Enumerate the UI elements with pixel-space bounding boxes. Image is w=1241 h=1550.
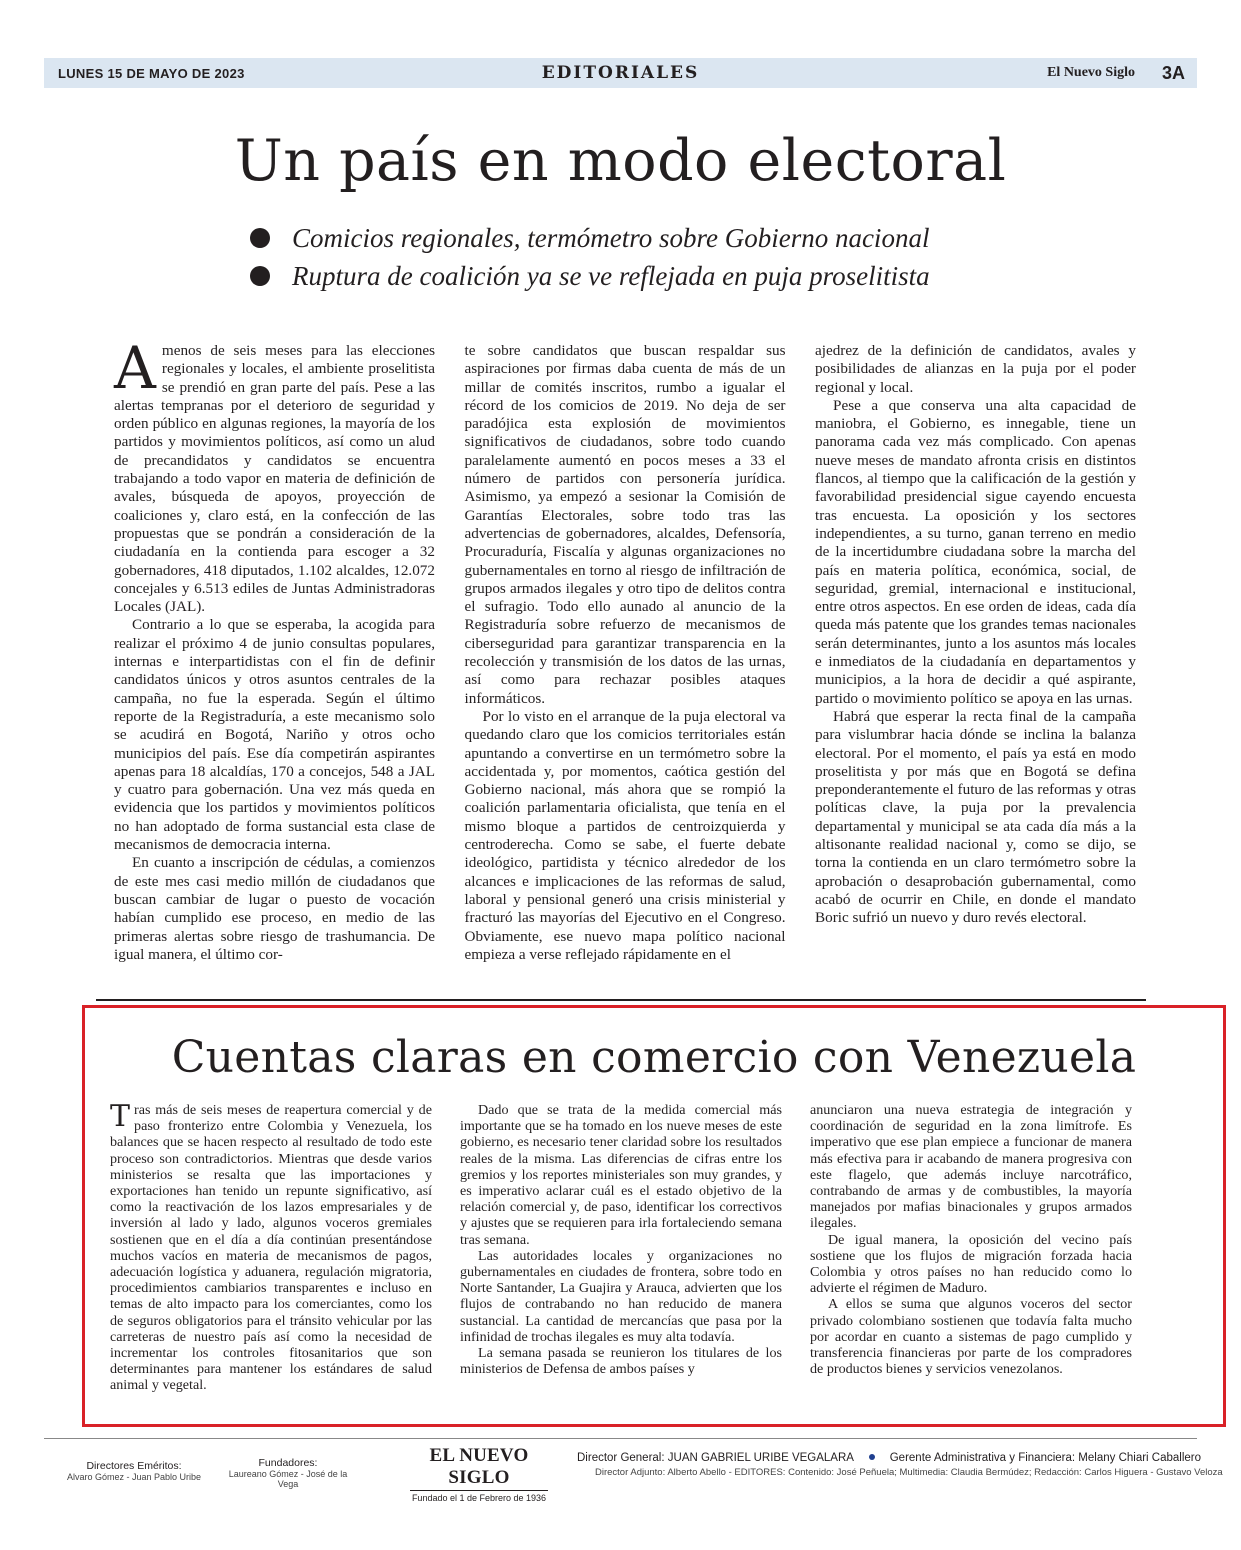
director-label: Director General: — [577, 1452, 665, 1464]
bullet-icon — [250, 228, 270, 248]
column-3 — [815, 342, 1136, 964]
paragraph: Dado que se trata de la medida comercial más importante que se ha tomado en los nueve meses de este gobierno, es necesario tener claridad sobre los resultados reales de la misma. Las diferencias de cifras entre los gremios y los reportes ministeriales son muy grandes, y es imperativo aclarar cuál es el estado objetivo de la relación comercial y, de paso, identificar los correctivos y ajustes que se requieren para irla fortaleciendo semana tras semana. — [460, 1102, 782, 1248]
paragraph: Tras más de seis meses de reapertura comercial y de paso fronterizo entre Colombia y Venezuela, los balances que se hacen respecto al resultado de todo este proceso son contradictorios. Mientras que desde varios ministerios se resalta que las importaciones y exportaciones han tenido un repunte significativo, así como la reactivación de los lazos empresariales y de inversión al lado y lado, algunos voceros gremiales sostienen que en el día a día continúan presentándose muchos vacíos en materia de mecanismos de pagos, adecuación logística y aduanera, regulación migratoria, procedimientos cambiarios transparentes e incluso en temas de alto impacto para los comerciantes, como los de seguros obligatorios para el tránsito vehicular por las carreteras de nuestro país así como la necesidad de incrementar los controles fitosanitarios que son determinantes para mantener los estándares de salud animal y vegetal. — [110, 1099, 432, 1394]
editors-line: Director Adjunto: Alberto Abello - EDITORES: Contenido: José Peñuela; Multimedia: Claudia Bermúdez; Redacción: Carlos Higuera - Gustavo Veloza — [595, 1467, 1223, 1478]
footer-logo-block — [404, 1445, 554, 1503]
section-title: EDITORIALES — [541, 63, 700, 83]
subtitle-text: Comicios regionales, termómetro sobre Gobierno nacional — [292, 223, 930, 253]
paragraph: La semana pasada se reunieron los titulares de los ministerios de Defensa de ambos países y — [460, 1345, 782, 1378]
paragraph: anunciaron una nueva estrategia de integración y coordinación de seguridad en la zona limítrofe. Es imperativo que ese plan empiece a funcionar de manera más efectiva para ir acabando de manera progresiva con este flagelo, que además incluye narcotráfico, contrabando de armas y de combustibles, la mayoría manejados por mafias binacionales y grupos armados ilegales. — [810, 1102, 1132, 1232]
subtitle-line — [250, 222, 1050, 254]
founded-date: Fundado el 1 de Febrero de 1936 — [411, 1493, 547, 1503]
staff-line — [577, 1452, 1202, 1464]
emeritos-label: Directores Eméritos: — [86, 1460, 182, 1472]
drop-cap: A — [114, 334, 156, 402]
editorial-1-title: Un país en modo electoral — [234, 128, 1007, 194]
paragraph: Contrario a lo que se esperaba, la acogida para realizar el próximo 4 de junio consultas populares, internas e interpartidistas con el fin de definir candidatos únicos y otros asuntos centrales de la campaña, no fue la esperada. Según el último reporte de la Registraduría, a este mecanismo solo se acudirá en Bogotá, Nariño y otros ocho municipios del país. Ese día competirán aspirantes apenas para 18 alcaldías, 170 a concejos, 548 a JAL y cuatro para gobernación. Una vez más queda en evidencia que los partidos y movimientos políticos no han adoptado de forma sustancial esta clase de mecanismos de democracia interna. — [114, 616, 435, 854]
logo-underline — [410, 1490, 548, 1491]
drop-cap: T — [110, 1099, 131, 1134]
column-2 — [465, 342, 786, 964]
editorial-1-body — [114, 334, 1136, 964]
footer-rule — [44, 1438, 1197, 1439]
editorial-1-subtitles — [250, 222, 1050, 298]
bullet-icon — [250, 266, 270, 286]
director-name: JUAN GABRIEL URIBE VEGALARA — [667, 1452, 854, 1464]
section-divider — [96, 999, 1146, 1001]
paragraph: Pese a que conserva una alta capacidad de maniobra, el Gobierno, es innegable, tiene un panorama cada vez más complicado. Con apenas nueve meses de mandato afronta crisis en distintos flancos, al tiempo que la calificación de la gestión y favorabilidad presidencial sigue cayendo encuesta tras encuesta. La oposición y los sectores independientes, a su turno, ganan terreno en medio de la incertidumbre ciudadana sobre la marcha del país en materia política, económica, social, de seguridad, gremial, internacional e institucional, entre otros aspectos. En ese orden de ideas, cada día queda más patente que los grandes temas nacionales serán determinantes, junto a los asuntos más locales e inmediatos de la ciudadanía en departamentos y municipios, a la hora de decidir a qué aspirante, partido o movimiento político se apoya en las urnas. — [815, 396, 1136, 707]
paragraph: te sobre candidatos que buscan respaldar sus aspiraciones por firmas daba cuenta de más de un millar de comités inscritos, rumbo a igualar el récord de los comicios de 2019. No deja de ser paradójica esta explosión de movimientos significativos de ciudadanos, sobre todo cuando paralelamente aumentó en pocos meses a 33 el número de partidos con personería jurídica. Asimismo, ya empezó a sesionar la Comisión de Garantías Electorales, sobre todo tras las advertencias de gobernadores, alcaldes, Defensoría, Procuraduría, Fiscalía y algunas organizaciones no gubernamentales en torno al riesgo de infiltración de grupos armados ilegales y otro tipo de delitos contra el sufragio. Todo ello aunado al anuncio de la Registraduría sobre refuerzo de mecanismos de ciberseguridad para garantizar transparencia en la recolección y transmisión de los datos de las urnas, así como para rechazar posibles ataques informáticos. — [464, 342, 786, 707]
fundadores-label: Fundadores: — [258, 1457, 318, 1469]
column-1 — [110, 1099, 432, 1394]
editorial-2-title: Cuentas claras en comercio con Venezuela — [171, 1032, 1137, 1083]
paragraph: Por lo visto en el arranque de la puja electoral va quedando claro que los comicios territoriales están apuntando a convertirse en un termómetro sobre la accidentada y, por momentos, caótica gestión del Gobierno nacional, más ahora que se rompió la coalición parlamentaria oficialista, que tenía en el mismo bloque a partidos de centroizquierda y centroderecha. Como se sabe, el fuerte debate ideológico, partidista y técnico alrededor de los alcances e implicaciones de las reformas de salud, laboral y pensional generó una crisis ministerial y fracturó las mayorías del Ejecutivo en el Congreso. Obviamente, ese nuevo mapa político nacional empieza a verse reflejado rápidamente en el — [464, 707, 786, 963]
issue-date: LUNES 15 DE MAYO DE 2023 — [58, 65, 245, 81]
gerente-name: Melany Chiari Caballero — [1078, 1452, 1202, 1464]
newspaper-brand: El Nuevo Siglo — [1047, 65, 1135, 80]
paragraph: De igual manera, la oposición del vecino país sostiene que los flujos de migración forzada hacia Colombia y otros países no han reducido como lo advierte el régimen de Maduro. — [810, 1231, 1132, 1297]
subtitle-line — [250, 260, 1050, 292]
editorial-2-body — [110, 1099, 1132, 1394]
emeritos-names: Alvaro Gómez - Juan Pablo Uribe — [66, 1472, 202, 1482]
column-3 — [810, 1102, 1132, 1394]
page-number: 3A — [1161, 62, 1185, 83]
paragraph: En cuanto a inscripción de cédulas, a comienzos de este mes casi medio millón de ciudadanos que buscan cambiar de lugar o puesto de vocación habían cumplido ese proceso, en medio de las primeras alertas sobre riesgo de trashumancia. De igual manera, el último cor- — [114, 854, 435, 963]
paragraph: Habrá que esperar la recta final de la campaña para vislumbrar hacia dónde se inclina la balanza electoral. Por el momento, el país ya está en modo proselitista y por más que en Bogotá se defina preponderantemente el futuro de las reformas y otras políticas clave, la puja por la prevalencia departamental y municipal se ata cada día más a la altisonante realidad nacional y, como se dijo, se torna la contienda en un claro termómetro sobre la aprobación o desaprobación gubernamental, como acabó de ocurrir en Chile, en donde el mandato Boric sufrió un nuevo y duro revés electoral. — [815, 707, 1136, 927]
column-1 — [114, 334, 435, 964]
footer-staff — [577, 1452, 1223, 1478]
bullet-icon — [869, 1454, 875, 1460]
subtitle-text: Ruptura de coalición ya se ve reflejada en puja proselitista — [292, 261, 930, 291]
paragraph: ajedrez de la definición de candidatos, avales y posibilidades de alianzas en la puja por el poder regional y local. — [815, 342, 1136, 396]
column-2 — [460, 1102, 782, 1394]
paragraph: Amenos de seis meses para las elecciones regionales y locales, el ambiente proselitista se prendió en gran parte del país. Pese a las alertas tempranas por el deterioro de seguridad y orden público en algunas regiones, la mayoría de los partidos y movimientos políticos, así como un alud de precandidatos y candidatos se encuentra trabajando a todo vapor en materia de definición de avales, búsqueda de apoyos, proyección de coaliciones y, claro está, en la confección de las propuestas que se pondrán a consideración de la ciudadanía en la contienda para escoger a 32 gobernadores, 418 diputados, 1.102 alcaldes, 12.072 concejales y 6.513 ediles de Juntas Administradoras Locales (JAL). — [114, 334, 435, 616]
newspaper-logo: EL NUEVO SIGLO — [429, 1445, 529, 1488]
paragraph: Las autoridades locales y organizaciones no gubernamentales en ciudades de frontera, sobre todo en Norte Santander, La Guajira y Arauca, advierten que los flujos de contrabando no han reducido de manera sustancial. La cantidad de mercancías que pasa por la infinidad de trochas ilegales es muy alta todavía. — [460, 1247, 782, 1345]
paragraph: A ellos se suma que algunos voceros del sector privado colombiano sostienen que todavía falta mucho por acordar en cuanto a sistemas de pago cumplido y transferencia financieras por parte de los compradores de productos bienes y servicios venezolanos. — [810, 1296, 1132, 1378]
footer-emeritos — [64, 1460, 204, 1482]
gerente-label: Gerente Administrativa y Financiera: — [889, 1452, 1076, 1464]
fundadores-names: Laureano Gómez - José de la Vega — [228, 1469, 348, 1489]
footer-fundadores — [218, 1457, 358, 1489]
header-bar — [44, 58, 1197, 88]
